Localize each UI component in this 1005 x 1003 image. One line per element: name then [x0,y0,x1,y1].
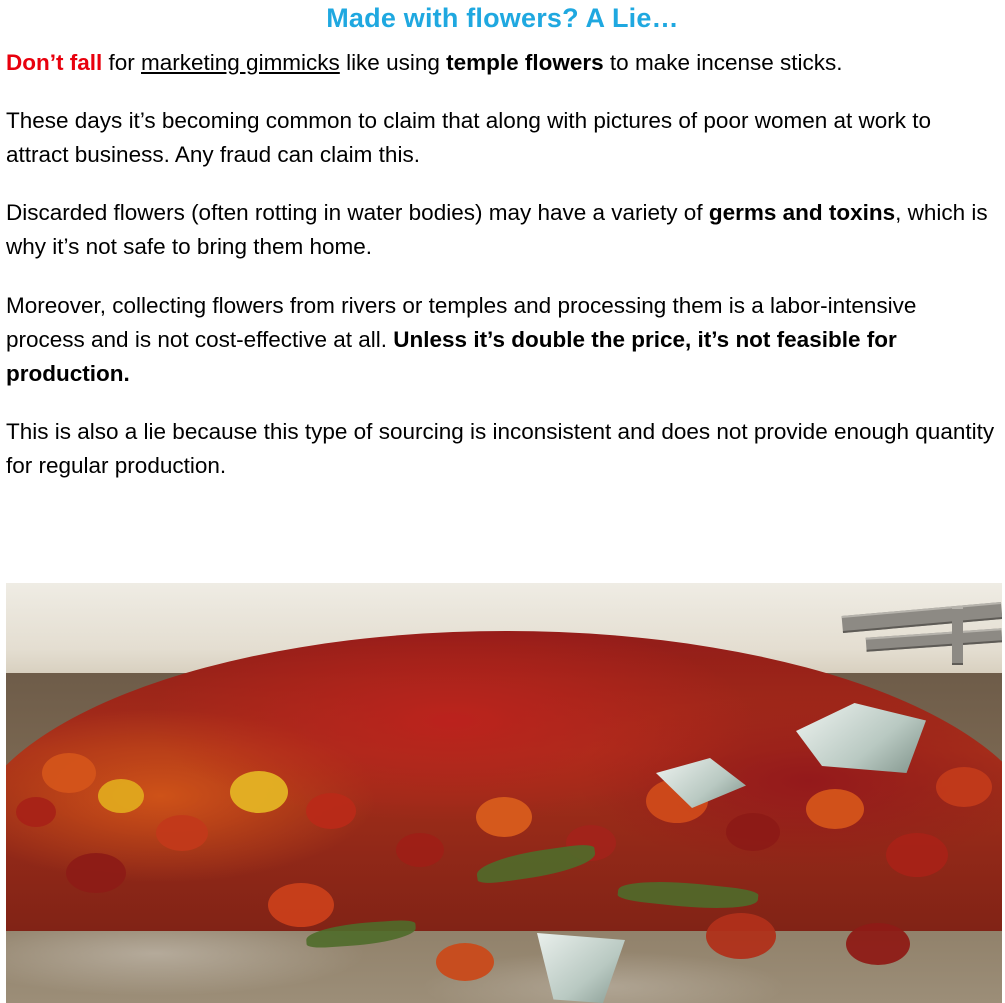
flower-blob [66,853,126,893]
flower-blob [706,913,776,959]
flower-blob [936,767,992,807]
bold-germs-and-toxins: germs and toxins [708,200,896,226]
flower-waste-photo [6,583,1002,1003]
paragraph-1-tail: to make incense sticks. [603,49,843,75]
paragraph-1 [6,46,997,80]
paragraph-4 [6,289,997,392]
flower-blob [306,793,356,829]
flower-blob [396,833,444,867]
flower-blob [268,883,334,927]
paragraph-3-part-2: , which is why it’s not safe to bring them home. [6,200,988,260]
pipe-post [952,607,963,665]
flower-blob [806,789,864,829]
underlined-marketing-gimmicks: marketing gimmicks [141,49,340,75]
flower-blob [436,943,494,981]
paragraph-5: This is also a lie because this type of sourcing is inconsistent and does not provide enough quantity for regular production. [6,419,995,479]
paragraph-3 [6,196,997,264]
flower-blob [98,779,144,813]
document-body [0,46,1005,484]
flower-blob [156,815,208,851]
page-title: Made with flowers? A Lie… [326,3,679,33]
photo-canvas [6,583,1002,1003]
paragraph-3-part-1: Discarded flowers (often rotting in water bodies) may have a variety of [6,200,709,226]
pipe-bar-lower [866,628,1002,651]
emphasis-dont-fall: Don’t fall [6,49,103,75]
flower-blob [846,923,910,965]
bold-temple-flowers: temple flowers [446,49,604,75]
flower-blob [726,813,780,851]
bold-not-feasible: Unless it’s double the price, it’s not feasible for production. [6,326,897,386]
pipe-icon [832,589,1002,659]
paragraph-2: These days it’s becoming common to claim that along with pictures of poor women at work to attract business. Any fraud can claim this. [6,107,932,168]
paragraph-1-mid-1: for [102,49,142,75]
pipe-bar-upper [842,602,1002,633]
paragraph-1-mid-2: like using [339,49,447,75]
flower-blob [886,833,948,877]
flower-blob [230,771,288,813]
paragraph-4-part-1: Moreover, collecting flowers from rivers or temples and processing them is a labor-intensive process and is not cost-effective at all. [6,292,917,352]
flower-blob [42,753,96,793]
flower-blob [16,797,56,827]
flower-blob [476,797,532,837]
